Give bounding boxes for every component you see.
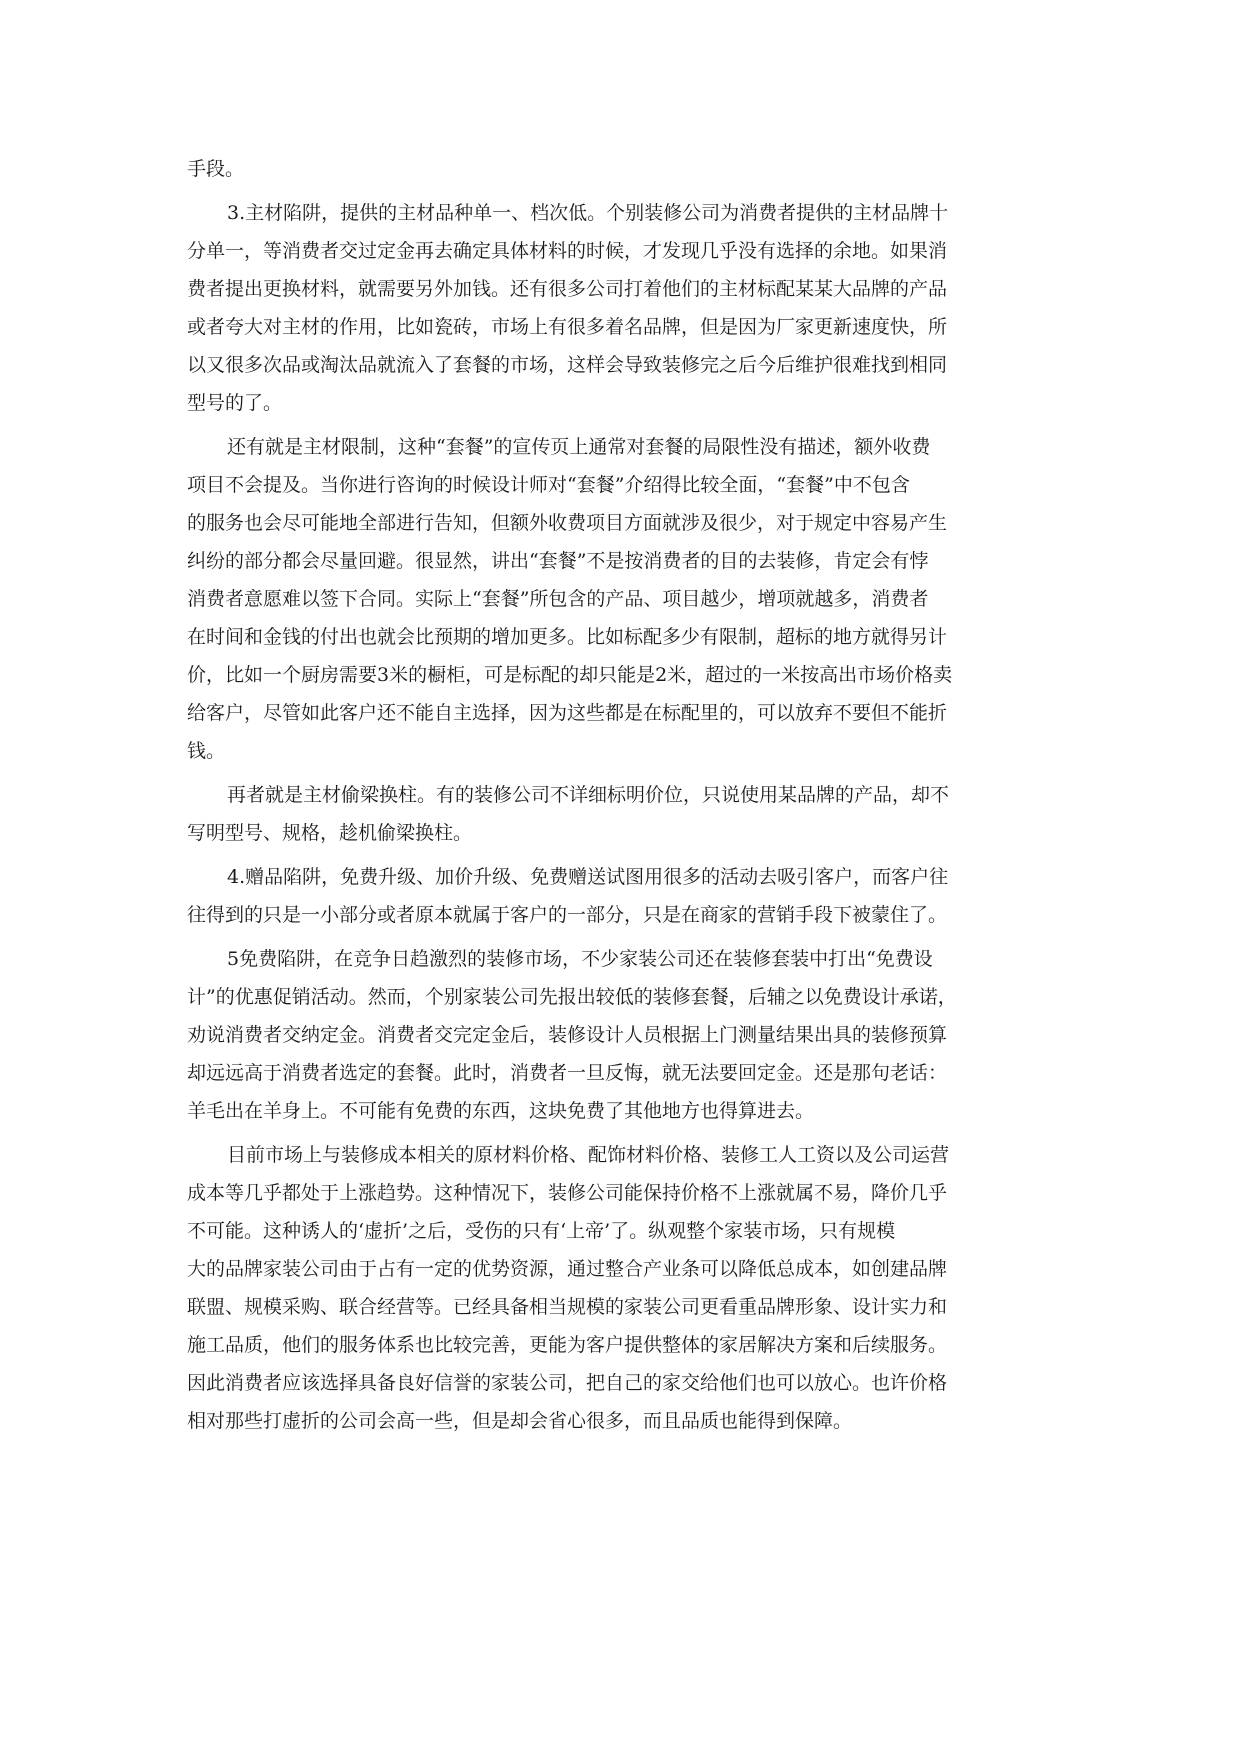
text-line: 成本等几乎都处于上涨趋势。这种情况下，装修公司能保持价格不上涨就属不易，降价几乎 bbox=[187, 1182, 948, 1204]
paragraph bbox=[187, 776, 1057, 852]
text-line: 目前市场上与装修成本相关的原材料价格、配饰材料价格、装修工人工资以及公司运营 bbox=[227, 1144, 950, 1166]
text-line: 手段。 bbox=[187, 158, 245, 180]
text-line: 价，比如一个厨房需要3米的橱柜，可是标配的却只能是2米，超过的一米按高出市场价格卖 bbox=[187, 664, 953, 686]
text-line: 羊毛出在羊身上。不可能有免费的东西，这块免费了其他地方也得算进去。 bbox=[187, 1100, 815, 1122]
text-line: 3.主材陷阱，提供的主材品种单一、档次低。个别装修公司为消费者提供的主材品牌十 bbox=[227, 202, 949, 224]
text-line: 计”的优惠促销活动。然而，个别家装公司先报出较低的装修套餐，后辅之以免费设计承诺， bbox=[187, 986, 957, 1008]
text-line: 4.赠品陷阱，免费升级、加价升级、免费赠送试图用很多的活动去吸引客户，而客户往 bbox=[227, 866, 949, 888]
paragraph bbox=[187, 428, 1057, 770]
text-line: 施工品质，他们的服务体系也比较完善，更能为客户提供整体的家居解决方案和后续服务。 bbox=[187, 1334, 948, 1356]
text-line: 相对那些打虚折的公司会高一些，但是却会省心很多，而且品质也能得到保障。 bbox=[187, 1410, 853, 1432]
text-line: 还有就是主材限制，这种“套餐”的宣传页上通常对套餐的局限性没有描述，额外收费 bbox=[227, 436, 931, 458]
text-line: 钱。 bbox=[187, 740, 226, 762]
text-line: 在时间和金钱的付出也就会比预期的增加更多。比如标配多少有限制，超标的地方就得另计 bbox=[187, 626, 948, 648]
text-line: 联盟、规模采购、联合经营等。已经具备相当规模的家装公司更看重品牌形象、设计实力和 bbox=[187, 1296, 948, 1318]
text-line: 5免费陷阱，在竞争日趋激烈的装修市场，不少家装公司还在装修套装中打出“免费设 bbox=[227, 948, 933, 970]
text-line: 给客户，尽管如此客户还不能自主选择，因为这些都是在标配里的，可以放弃不要但不能折 bbox=[187, 702, 948, 724]
text-line: 项目不会提及。当你进行咨询的时候设计师对“套餐”介绍得比较全面，“套餐”中不包含 bbox=[187, 474, 910, 496]
text-line: 消费者意愿难以签下合同。实际上“套餐”所包含的产品、项目越少，增项就越多，消费者 bbox=[187, 588, 929, 610]
text-line: 往得到的只是一小部分或者原本就属于客户的一部分，只是在商家的营销手段下被蒙住了。 bbox=[187, 904, 948, 926]
text-line: 纠纷的部分都会尽量回避。很显然，讲出“套餐”不是按消费者的目的去装修，肯定会有悖 bbox=[187, 550, 929, 572]
document-body bbox=[187, 150, 1057, 1446]
paragraph bbox=[187, 858, 1057, 934]
text-line: 分单一，等消费者交过定金再去确定具体材料的时候，才发现几乎没有选择的余地。如果消 bbox=[187, 240, 948, 262]
paragraph bbox=[187, 1136, 1057, 1440]
text-line: 写明型号、规格，趁机偷梁换柱。 bbox=[187, 822, 473, 844]
text-line: 再者就是主材偷梁换柱。有的装修公司不详细标明价位，只说使用某品牌的产品，却不 bbox=[227, 784, 950, 806]
text-line: 劝说消费者交纳定金。消费者交完定金后，装修设计人员根据上门测量结果出具的装修预算 bbox=[187, 1024, 948, 1046]
text-line: 以又很多次品或淘汰品就流入了套餐的市场，这样会导致装修完之后今后维护很难找到相同 bbox=[187, 354, 948, 376]
text-line: 大的品牌家装公司由于占有一定的优势资源，通过整合产业条可以降低总成本，如创建品牌 bbox=[187, 1258, 948, 1280]
text-line: 型号的了。 bbox=[187, 392, 283, 414]
text-line: 却远远高于消费者选定的套餐。此时，消费者一旦反悔，就无法要回定金。还是那句老话： bbox=[187, 1062, 948, 1084]
text-line: 费者提出更换材料，就需要另外加钱。还有很多公司打着他们的主材标配某某大品牌的产品 bbox=[187, 278, 948, 300]
paragraph bbox=[187, 150, 1057, 188]
paragraph bbox=[187, 194, 1057, 422]
text-line: 因此消费者应该选择具备良好信誉的家装公司，把自己的家交给他们也可以放心。也许价格 bbox=[187, 1372, 948, 1394]
text-line: 不可能。这种诱人的‘虚折’之后，受伤的只有‘上帝’了。纵观整个家装市场，只有规模 bbox=[187, 1220, 896, 1242]
paragraph bbox=[187, 940, 1057, 1130]
text-line: 的服务也会尽可能地全部进行告知，但额外收费项目方面就涉及很少，对于规定中容易产生 bbox=[187, 512, 948, 534]
text-line: 或者夸大对主材的作用，比如瓷砖，市场上有很多着名品牌，但是因为厂家更新速度快，所 bbox=[187, 316, 948, 338]
